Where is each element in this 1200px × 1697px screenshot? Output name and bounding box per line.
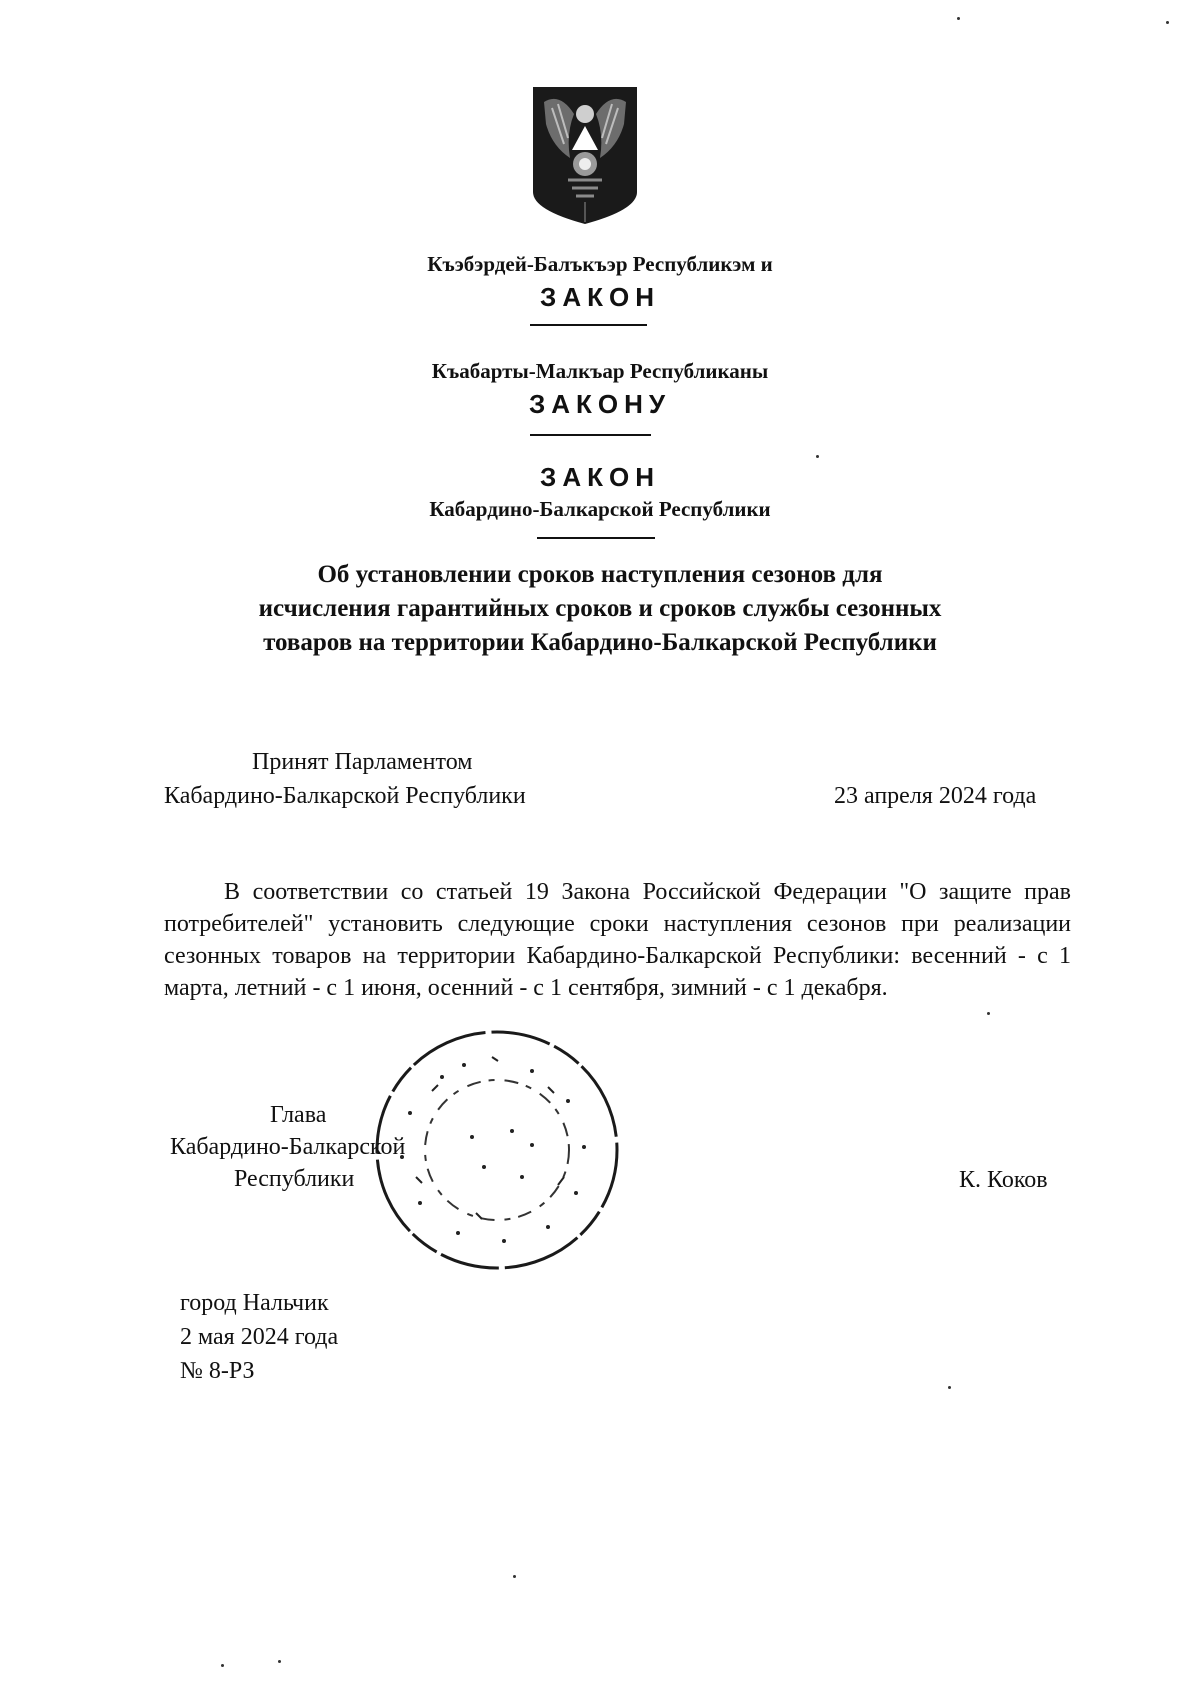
russian-republic-line: Кабардино-Балкарской Республики	[429, 497, 771, 521]
divider-rule	[530, 324, 647, 326]
scan-speck	[957, 17, 960, 20]
balkar-republic-line: Къабарты-Малкъар Республиканы	[431, 359, 769, 383]
scan-speck	[513, 1575, 516, 1578]
scan-speck	[948, 1386, 951, 1389]
official-seal-stamp	[372, 1027, 622, 1273]
adopted-by-parliament-line: Принят Парламентом	[252, 749, 473, 775]
coat-of-arms-emblem	[530, 84, 640, 226]
law-body-paragraph	[164, 876, 1071, 1004]
scan-speck	[278, 1660, 281, 1663]
law-number: № 8-РЗ	[180, 1358, 255, 1384]
scan-speck	[987, 1012, 990, 1015]
kabardian-republic-line: Къэбэрдей-Балъкъэр Республикэм и	[427, 252, 773, 276]
law-title	[0, 558, 1200, 660]
scan-speck	[816, 455, 819, 458]
law-title-line: исчисления гарантийных сроков и сроков службы сезонных	[258, 595, 942, 622]
signatory-title-line: Глава	[270, 1102, 327, 1128]
law-body-text: В соответствии со статьей 19 Закона Российской Федерации "О защите прав потребителей" установить следующие сроки наступления сезонов при реализации сезонных товаров на территории Кабардино-Балкарской Республики: весенний - с 1 марта, летний - с 1 июня, осенний - с 1 сентября, зимний - с 1 декабря.	[164, 879, 1071, 1001]
kabardian-law-heading: ЗАКОН	[540, 282, 660, 312]
scan-speck	[1166, 21, 1169, 24]
signing-city: город Нальчик	[180, 1290, 329, 1316]
divider-rule	[530, 434, 651, 436]
russian-law-heading: ЗАКОН	[540, 462, 660, 492]
divider-rule	[537, 537, 655, 539]
signatory-title-line: Кабардино-Балкарской	[170, 1134, 406, 1160]
balkar-law-heading: ЗАКОНУ	[528, 389, 672, 419]
signatory-title-line: Республики	[234, 1166, 355, 1192]
adoption-date: 23 апреля 2024 года	[834, 783, 1037, 809]
signing-date: 2 мая 2024 года	[180, 1324, 339, 1350]
adopted-by-republic-line: Кабардино-Балкарской Республики	[164, 783, 526, 809]
document-footer	[180, 1286, 338, 1388]
law-title-line: Об установлении сроков наступления сезонов для	[317, 561, 883, 588]
scan-speck	[221, 1664, 224, 1667]
signatory-name: К. Коков	[959, 1167, 1048, 1193]
law-title-line: товаров на территории Кабардино-Балкарской Республики	[263, 629, 937, 656]
